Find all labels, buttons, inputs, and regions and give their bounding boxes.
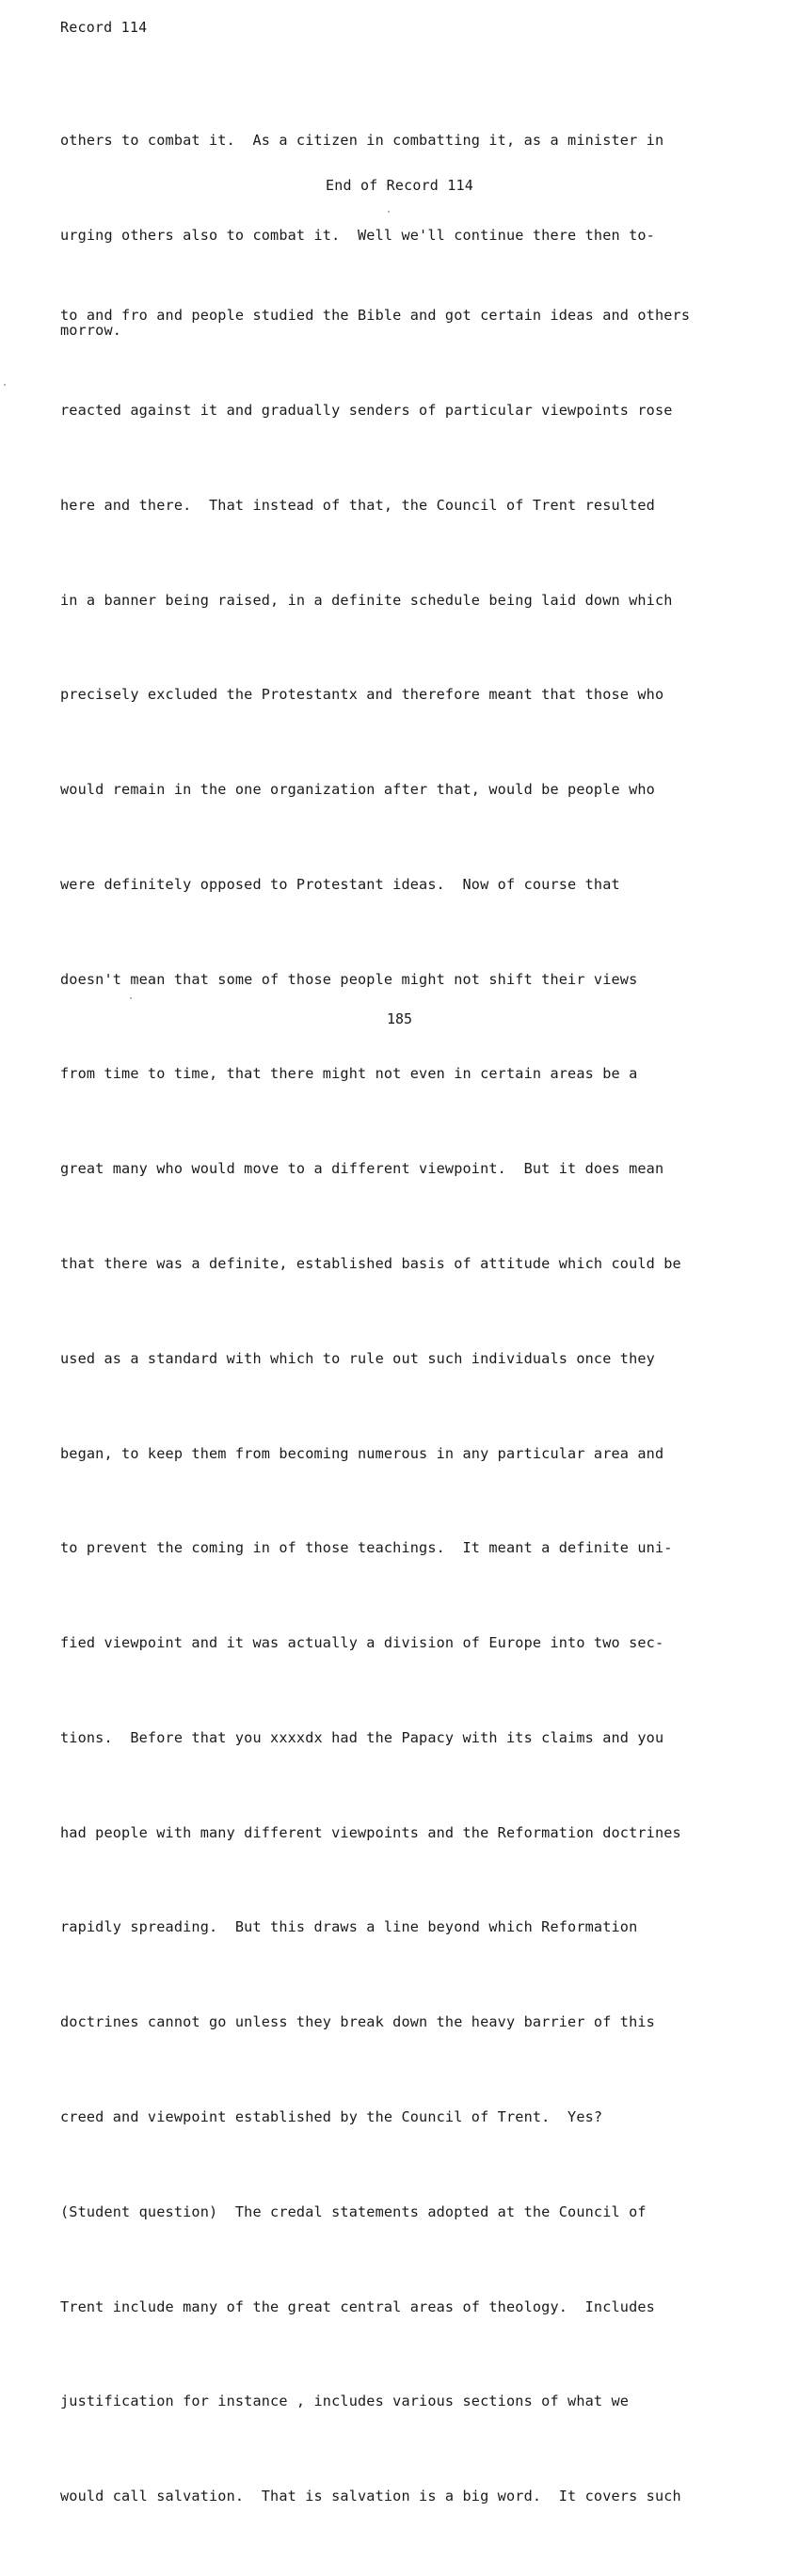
- text-line: great many who would move to a different viewpoint. But it does mean: [60, 1160, 664, 1178]
- end-of-record-marker: End of Record 114: [326, 177, 473, 194]
- scan-speck: [4, 384, 6, 386]
- text-line: precisely excluded the Protestantx and therefore meant that those who: [60, 686, 664, 704]
- text-line: in a banner being raised, in a definite schedule being laid down which: [60, 591, 673, 609]
- text-line: justification for instance , includes various sections of what we: [60, 2393, 630, 2410]
- text-line: had people with many different viewpoints and the Reformation doctrines: [60, 1823, 681, 1841]
- text-line: used as a standard with which to rule out such individuals once they: [60, 1349, 655, 1367]
- text-line: would remain in the one organization after that, would be people who: [60, 781, 655, 799]
- text-line: others to combat it. As a citizen in combatting it, as a minister in: [60, 132, 664, 150]
- text-line: to prevent the coming in of those teachings. It meant a definite uni-: [60, 1539, 673, 1557]
- text-line: reacted against it and gradually senders of particular viewpoints rose: [60, 401, 673, 419]
- text-line: were definitely opposed to Protestant ideas. Now of course that: [60, 875, 620, 893]
- text-line: rapidly spreading. But this draws a line beyond which Reformation: [60, 1918, 638, 1936]
- text-line: here and there. That instead of that, the Council of Trent resulted: [60, 496, 655, 514]
- text-line: morrow.: [60, 321, 122, 339]
- text-line: to and fro and people studied the Bible and got certain ideas and others: [60, 307, 691, 325]
- scan-speck: [388, 211, 390, 213]
- text-line: doctrines cannot go unless they break down the heavy barrier of this: [60, 2013, 655, 2031]
- text-line: tions. Before that you xxxxdx had the Papacy with its claims and you: [60, 1728, 664, 1746]
- text-line: fied viewpoint and it was actually a division of Europe into two sec-: [60, 1634, 664, 1652]
- text-line: doesn't mean that some of those people might not shift their views: [60, 970, 638, 988]
- text-line: creed and viewpoint established by the Council of Trent. Yes?: [60, 2108, 603, 2126]
- text-line: urging others also to combat it. Well we'll continue there then to-: [60, 226, 655, 244]
- scan-speck: [130, 997, 132, 999]
- text-line: from time to time, that there might not even in certain areas be a: [60, 1065, 638, 1083]
- paragraph-2: [60, 237, 775, 2576]
- text-line: Trent include many of the great central areas of theology. Includes: [60, 2298, 655, 2315]
- record-header: Record 114: [60, 19, 148, 36]
- page-number: 185: [386, 1010, 413, 1027]
- text-line: (Student question) The credal statements adopted at the Council of: [60, 2202, 647, 2220]
- text-line: that there was a definite, established basis of attitude which could be: [60, 1255, 681, 1272]
- text-line: began, to keep them from becoming numerous in any particular area and: [60, 1444, 664, 1462]
- text-line: would call salvation. That is salvation is a big word. It covers such: [60, 2488, 681, 2505]
